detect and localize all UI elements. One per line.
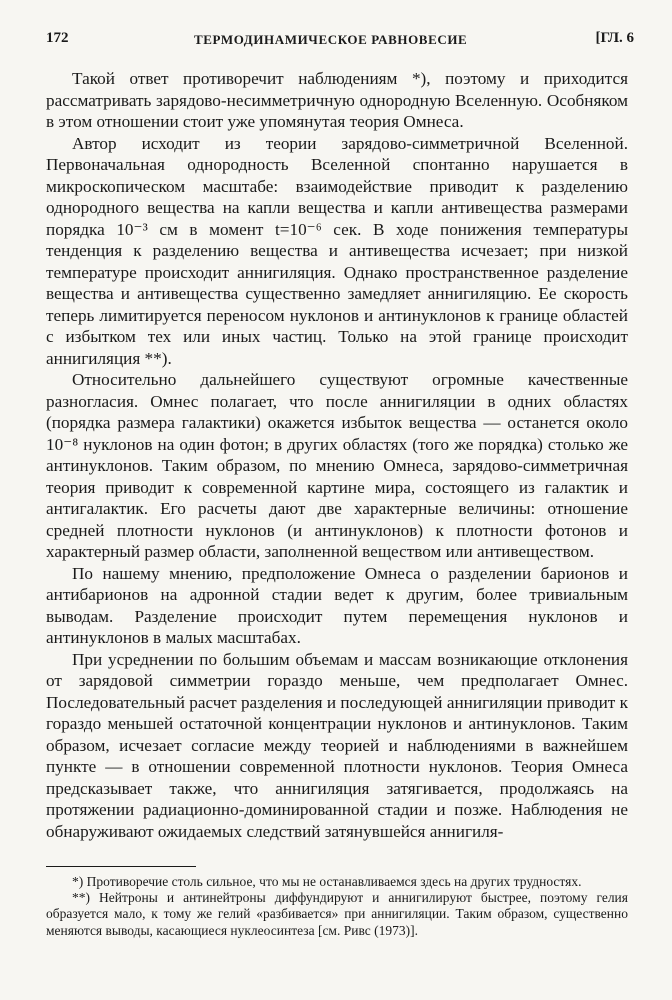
paragraph: Относительно дальнейшего существуют огромные качественные разногласия. Омнес полагает, что после аннигиляции в одних областях (порядка размера галактики) окажется избыток вещества — останется около 10⁻⁸ нуклонов на один фотон; в других областях (того же порядка) столько же антинуклонов. Таким образом, по мнению Омнеса, зарядово-симметричная теория приводит к современной картине мира, состоящего из галактик и антигалактик. Его расчеты дают две характерные величины: отношение средней плотности нуклонов (и антинуклонов) к плотности фотонов и характерный размер области, заполненной веществом или антивеществом.: [46, 370, 628, 561]
paragraph: Автор исходит из теории зарядово-симметричной Вселенной. Первоначальная однородность Вселенной спонтанно нарушается в микроскопическом масштабе: взаимодействие приводит к разделению однородного вещества на капли вещества и капли антивещества размерами порядка 10⁻³ см в момент t=10⁻⁶ сек. В ходе понижения температуры тенденция к разделению вещества и антивещества исчезает; при низкой температуре происходит аннигиляция. Однако пространственное разделение вещества и антивещества существенно замедляет аннигиляцию. Ее скорость теперь лимитируется переносом нуклонов и антинуклонов к границе областей с избытком тех или иных частиц. Только на этой границе происходит аннигиляция **).: [46, 133, 628, 368]
footnote-divider: [46, 866, 196, 867]
footnotes: [46, 874, 628, 939]
running-title: ТЕРМОДИНАМИЧЕСКОЕ РАВНОВЕСИЕ: [194, 32, 468, 47]
main-text: [46, 68, 628, 842]
paragraph: При усреднении по большим объемам и массам возникающие отклонения от зарядовой симметрии гораздо меньше, чем предполагает Омнес. Последовательный расчет разделения и последующей аннигиляции приводит к гораздо меньшей остаточной концентрации нуклонов и антинуклонов. Таким образом, исчезает согласие между теорией и наблюдениями в важнейшем пункте — в отношении современной плотности нуклонов. Теория Омнеса предсказывает также, что аннигиляция затягивается, продолжаясь на протяжении радиационно-доминированной стадии и позже. Наблюдения не обнаруживают ожидаемых следствий затянувшейся аннигиля-: [46, 649, 628, 841]
paragraph: По нашему мнению, предположение Омнеса о разделении барионов и антибарионов на адронной стадии ведет к другим, более тривиальным выводам. Разделение происходит путем перемещения нуклонов и антинуклонов в малых масштабах.: [46, 563, 628, 647]
footnote: *) Противоречие столь сильное, что мы не останавливаемся здесь на других трудностях.: [72, 874, 582, 889]
page-number: 172: [46, 30, 69, 46]
chapter-marker: [ГЛ. 6: [595, 30, 634, 46]
paragraph: Такой ответ противоречит наблюдениям *), поэтому и приходится рассматривать зарядово-несимметричную однородную Вселенную. Особняком в этом отношении стоит уже упомянутая теория Омнеса.: [46, 69, 628, 131]
footnote: **) Нейтроны и антинейтроны диффундируют и аннигилируют быстрее, поэтому гелия образуется мало, к тому же гелий «разбивается» при аннигиляции. Таким образом, существенно меняются выводы, касающиеся нуклеосинтеза [см. Ривс (1973)].: [46, 890, 628, 938]
running-header: [46, 30, 634, 54]
